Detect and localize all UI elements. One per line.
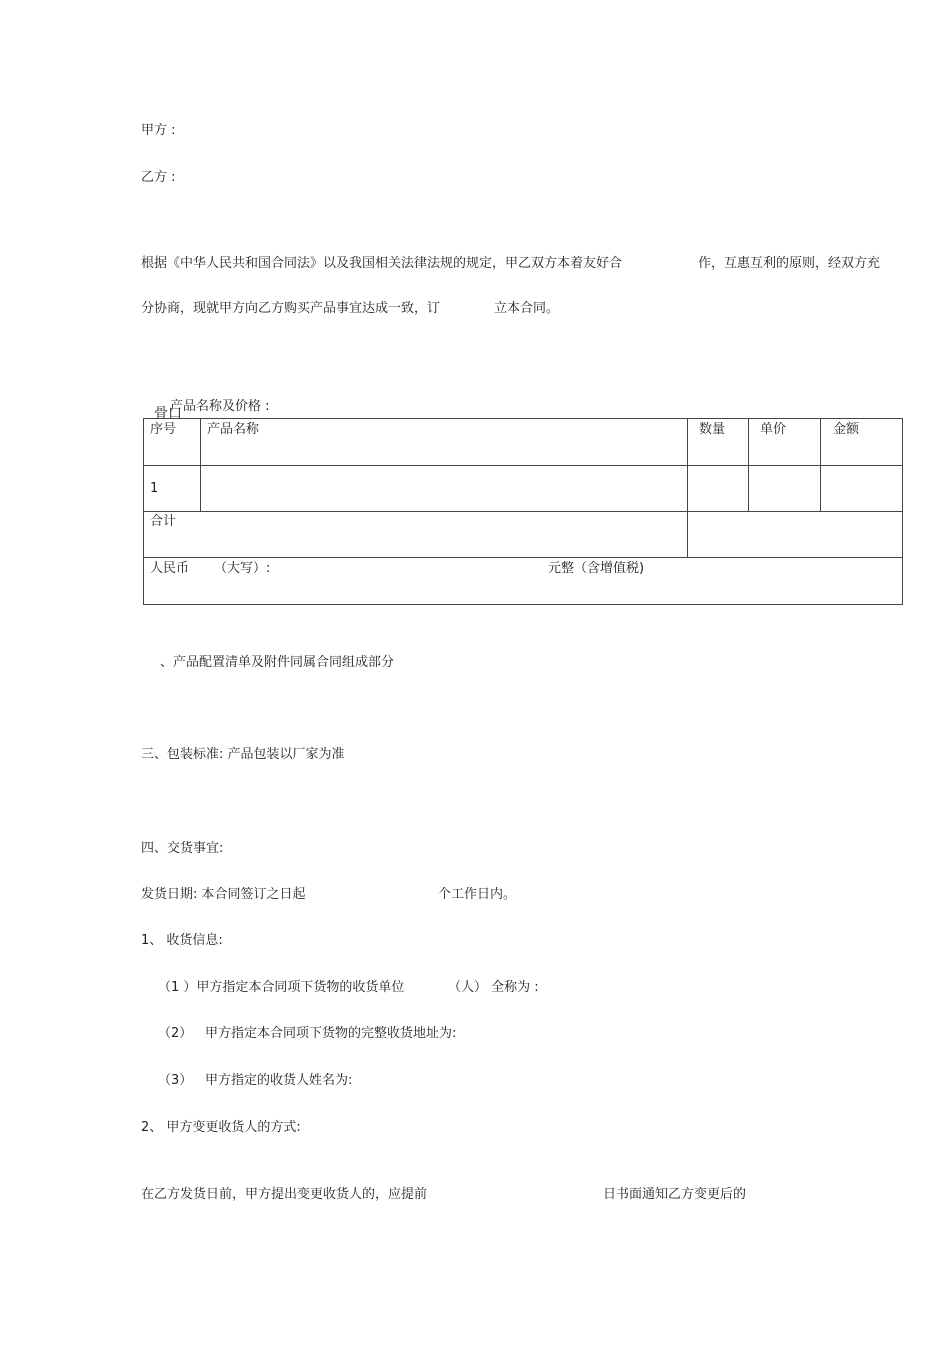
total-value[interactable] (688, 512, 902, 515)
item1-sub3-number: （3） (158, 1073, 193, 1088)
rmb-caps-label: （大写）: (214, 561, 271, 576)
table-row (144, 466, 903, 512)
header-product-name: 产品名称 (207, 422, 260, 437)
header-seq: 序号 (150, 422, 177, 437)
rmb-suffix: 元整（含增值税) (548, 561, 645, 576)
intro-line2-part2: 立本合同。 (494, 301, 560, 316)
row-amount[interactable] (821, 466, 902, 469)
item1-heading: 1、 收货信息: (141, 933, 223, 948)
party-a-label: 甲方 : (141, 123, 176, 138)
section1-number-fragment: 骨口 (154, 406, 182, 422)
section4-heading: 四、交货事宜: (141, 841, 224, 856)
table-header-row (144, 419, 903, 466)
ship-date-part1: 发货日期: 本合同签订之日起 (141, 887, 306, 902)
item1-sub2-text: 甲方指定本合同项下货物的完整收货地址为: (205, 1026, 457, 1041)
item1-sub1-part2: （人） 全称为 : (448, 980, 539, 995)
row-quantity[interactable] (688, 466, 748, 469)
total-label: 合计 (150, 514, 177, 529)
table-rmb-row (144, 558, 903, 605)
change-notice-part1: 在乙方发货日前，甲方提出变更收货人的，应提前 (141, 1187, 428, 1202)
product-price-table (143, 418, 903, 605)
rmb-label: 人民币 (150, 561, 190, 576)
row-unit-price[interactable] (749, 466, 820, 469)
intro-line1-part2: 作，互惠互利的原则，经双方充 (698, 256, 881, 271)
intro-line1-part1: 根据《中华人民共和国合同法》以及我国相关法律法规的规定，甲乙双方本着友好合 (141, 256, 623, 271)
intro-line2-part1: 分协商，现就甲方向乙方购买产品事宜达成一致，订 (141, 301, 441, 316)
change-notice-part2: 日书面通知乙方变更后的 (603, 1187, 747, 1202)
header-amount: 金额 (833, 422, 860, 437)
section2-text: 、产品配置清单及附件同属合同组成部分 (160, 655, 395, 670)
item1-sub2-number: （2） (158, 1026, 193, 1041)
item1-sub3-text: 甲方指定的收货人姓名为: (205, 1073, 353, 1088)
ship-date-part2: 个工作日内。 (438, 887, 517, 902)
item1-sub1-part1: （1 ）甲方指定本合同项下货物的收货单位 (158, 980, 405, 995)
section1-heading: 产品名称及价格 : (170, 399, 270, 414)
party-b-label: 乙方 : (141, 170, 176, 185)
table-total-row (144, 512, 903, 558)
header-unit-price: 单价 (760, 422, 787, 437)
section3-text: 三、包装标准: 产品包装以厂家为准 (141, 747, 345, 762)
row-seq: 1 (150, 480, 159, 496)
header-quantity: 数量 (699, 422, 726, 437)
row-product-name[interactable] (201, 466, 687, 469)
item2-heading: 2、 甲方变更收货人的方式: (141, 1120, 301, 1135)
